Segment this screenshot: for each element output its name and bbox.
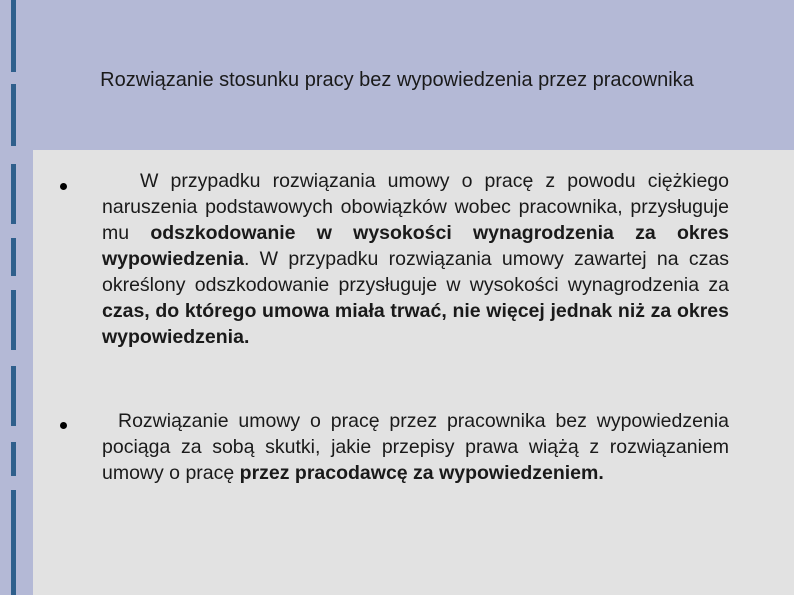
decorative-stripe — [11, 366, 16, 426]
bullet-1-part-2: odszkodowanie w wysokości wynagrodzenia za okres wypowiedzenia — [102, 222, 729, 270]
content-panel — [33, 150, 794, 595]
decorative-stripe — [11, 0, 16, 72]
bullet-2-part-2: przez pracodawcę za wypowiedzeniem. — [239, 462, 604, 484]
decorative-stripe — [11, 164, 16, 224]
bullet-1-part-1: W przypadku rozwiązania umowy o pracę z powodu ciężkiego naruszenia podstawowych obowiązków wobec pracownika, przysługuje mu — [102, 170, 729, 244]
bullet-1-part-3: . W przypadku rozwiązania umowy zawartej na czas określony odszkodowanie przysługuje w wysokości wynagrodzenia za — [102, 248, 729, 296]
bullet-paragraph-1 — [102, 168, 729, 350]
decorative-stripe — [11, 442, 16, 476]
bullet-paragraph-2 — [102, 408, 729, 486]
left-decorative-bar — [0, 0, 18, 595]
decorative-stripe — [11, 490, 16, 595]
decorative-stripe — [11, 290, 16, 350]
bullet-marker — [60, 422, 67, 429]
slide-title: Rozwiązanie stosunku pracy bez wypowiedzenia przez pracownika — [100, 69, 694, 91]
decorative-stripe — [11, 84, 16, 146]
decorative-stripe — [11, 238, 16, 276]
bullet-1-part-4: czas, do którego umowa miała trwać, nie więcej jednak niż za okres wypowiedzenia. — [102, 300, 729, 348]
bullet-2-part-1: Rozwiązanie umowy o pracę przez pracownika bez wypowiedzenia pociąga za sobą skutki, jakie przepisy prawa wiążą z rozwiązaniem umowy o pracę — [102, 410, 729, 484]
bullet-marker — [60, 183, 67, 190]
